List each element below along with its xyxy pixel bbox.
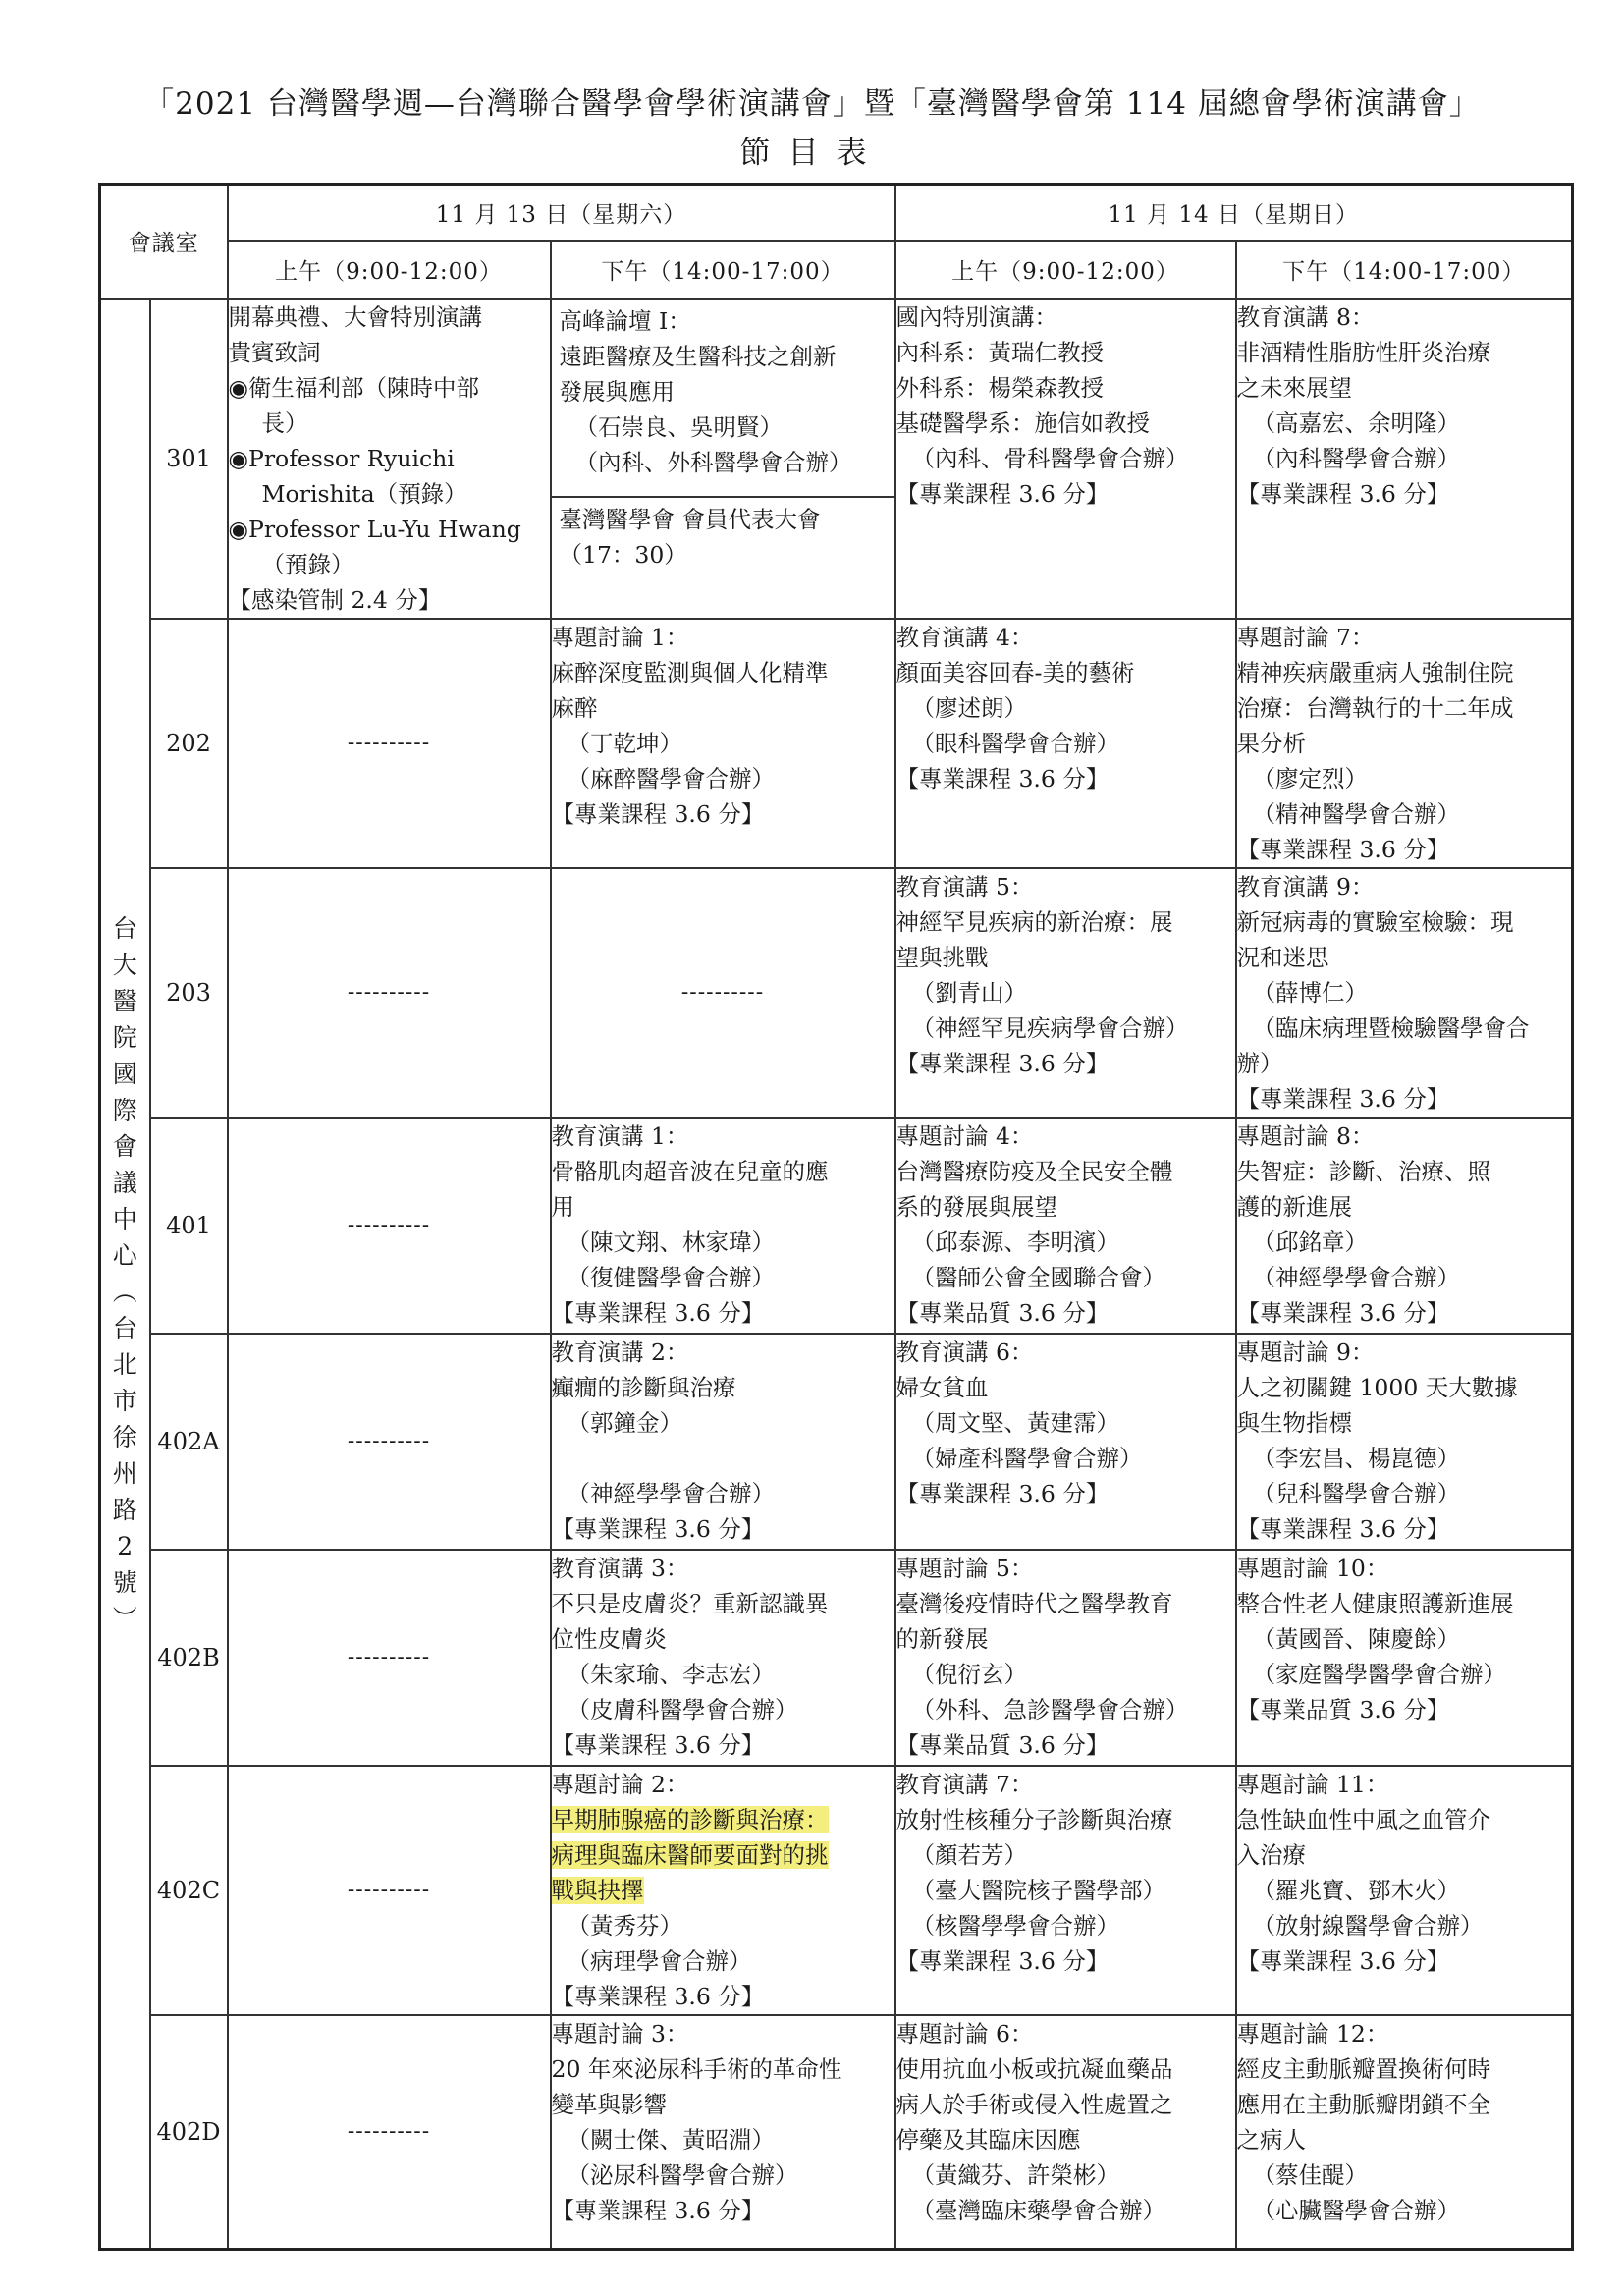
session-block [552, 300, 894, 496]
session-line: 專題討論 8： [1236, 1121, 1375, 1150]
session-cell [895, 1550, 1236, 1766]
venue-char: 會 [112, 1131, 137, 1161]
session-line: （高嘉宏、余明隆） [1252, 409, 1460, 437]
session-line: 教育演講 8： [1236, 302, 1375, 331]
session-line: 外科系：楊榮森教授 [895, 373, 1104, 402]
session-line: 【專業課程 3.6 分】 [551, 1298, 765, 1327]
session-line: （廖述朗） [911, 693, 1027, 722]
session-line: 新冠病毒的實驗室檢驗：現 [1236, 907, 1514, 936]
session-line: （內科、外科醫學會合辦） [574, 448, 852, 476]
session-line: （李宏昌、楊崑德） [1252, 1444, 1460, 1472]
venue-char: ︵ [112, 1277, 137, 1306]
session-cell [1236, 299, 1573, 619]
session-line [552, 1837, 894, 1873]
session-line: 專題討論 7： [1236, 623, 1375, 651]
session-cell [895, 868, 1236, 1118]
session-line: （黃秀芬） [567, 1911, 682, 1940]
session-line: 【專業課程 3.6 分】 [551, 1982, 765, 2010]
session-line: 辦） [1236, 1049, 1283, 1077]
venue-char: 議 [112, 1168, 137, 1197]
session-line: 教育演講 5： [895, 872, 1034, 901]
session-line: （臺灣臨床藥學會合辦） [911, 2196, 1165, 2224]
day2-pm-header: 下午（14:00-17:00） [1236, 241, 1573, 299]
day1-am-header: 上午（9:00-12:00） [228, 241, 551, 299]
highlighted-text: 早期肺腺癌的診斷與治療： [551, 1805, 829, 1833]
venue-char: 市 [112, 1386, 137, 1415]
session-line: 教育演講 2： [551, 1338, 689, 1366]
session-line: 的新發展 [895, 1624, 989, 1653]
venue-char: 徐 [112, 1422, 137, 1451]
session-line: 教育演講 4： [895, 623, 1034, 651]
venue-char: 台 [112, 913, 137, 943]
session-line: 癲癇的診斷與治療 [551, 1373, 736, 1401]
session-line: 【專業課程 3.6 分】 [551, 799, 765, 828]
session-line: （眼科醫學會合辦） [911, 729, 1119, 757]
session-line: 專題討論 6： [895, 2019, 1034, 2048]
session-line: （醫師公會全國聯合會） [911, 1263, 1165, 1291]
session-line: （預錄） [261, 550, 354, 578]
session-line: 【感染管制 2.4 分】 [228, 585, 442, 614]
session-cell [895, 1766, 1236, 2015]
session-line: 位性皮膚炎 [551, 1624, 667, 1653]
session-line: 停藥及其臨床因應 [895, 2125, 1081, 2154]
venue-char: 醫 [112, 986, 137, 1015]
session-line: （闕士傑、黃昭淵） [567, 2125, 775, 2154]
session-line: 專題討論 9： [1236, 1338, 1375, 1366]
session-line: （核醫學學會合辦） [911, 1911, 1119, 1940]
session-line: （黃織芬、許榮彬） [911, 2160, 1119, 2189]
session-block [552, 496, 894, 576]
empty-slot: ---------- [228, 1334, 551, 1550]
session-line: （皮膚科醫學會合辦） [567, 1695, 798, 1723]
session-line: 治療：台灣執行的十二年成 [1236, 693, 1514, 722]
session-line: 果分析 [1236, 729, 1306, 757]
empty-slot: ---------- [228, 2015, 551, 2250]
session-line: 高峰論壇 I： [559, 306, 691, 335]
session-line: 專題討論 1： [551, 623, 689, 651]
session-line: （神經學學會合辦） [567, 1479, 775, 1507]
room-number: 402B [150, 1550, 228, 1766]
session-cell [1236, 1766, 1573, 2015]
room-number: 301 [150, 299, 228, 619]
room-number: 401 [150, 1118, 228, 1334]
session-line: 與生物指標 [1236, 1408, 1352, 1437]
session-line: 入治療 [1236, 1840, 1306, 1869]
session-line: 【專業品質 3.6 分】 [895, 1730, 1110, 1759]
session-line: 專題討論 3： [551, 2019, 689, 2048]
session-line: （心臟醫學會合辦） [1252, 2196, 1460, 2224]
session-cell [551, 1334, 895, 1550]
session-cell [1236, 1118, 1573, 1334]
session-line: 專題討論 5： [895, 1554, 1034, 1582]
session-line: 【專業課程 3.6 分】 [551, 1730, 765, 1759]
room-number: 402A [150, 1334, 228, 1550]
day1-header: 11 月 13 日（星期六） [228, 185, 895, 241]
schedule-table [98, 183, 1574, 2251]
blank-line [552, 1441, 894, 1476]
session-line: 教育演講 3： [551, 1554, 689, 1582]
session-line: （羅兆寶、鄧木火） [1252, 1876, 1460, 1904]
session-line: 【專業課程 3.6 分】 [551, 2196, 765, 2224]
session-line: （神經罕見疾病學會合辦） [911, 1013, 1189, 1042]
session-cell [1236, 868, 1573, 1118]
empty-slot: ---------- [228, 868, 551, 1118]
session-line: （劉青山） [911, 978, 1027, 1007]
day2-header: 11 月 14 日（星期日） [895, 185, 1573, 241]
session-line [552, 1873, 894, 1908]
session-cell [551, 619, 895, 868]
session-cell [551, 2015, 895, 2250]
session-line: 【專業課程 3.6 分】 [1236, 1084, 1450, 1113]
room-number: 203 [150, 868, 228, 1118]
session-line: 遠距醫療及生醫科技之創新 [559, 342, 837, 370]
session-line: （倪衍玄） [911, 1660, 1027, 1688]
venue-char: 台 [112, 1313, 137, 1342]
session-line: （麻醉醫學會合辦） [567, 764, 775, 793]
session-line: 系的發展與展望 [895, 1192, 1057, 1221]
session-line: （泌尿科醫學會合辦） [567, 2160, 798, 2189]
session-line: （郭鐘金） [567, 1408, 682, 1437]
venue-char: 心 [112, 1240, 137, 1270]
empty-slot: ---------- [551, 868, 895, 1118]
session-line: 專題討論 4： [895, 1121, 1034, 1150]
session-line: （顏若芳） [911, 1840, 1027, 1869]
session-cell [895, 619, 1236, 868]
session-cell [1236, 1550, 1573, 1766]
session-line: （周文堅、黃建霈） [911, 1408, 1119, 1437]
session-line: ◉衛生福利部（陳時中部 [228, 373, 480, 402]
session-line: 麻醉 [551, 693, 598, 722]
venue-label [100, 299, 150, 2250]
session-line: 【專業品質 3.6 分】 [1236, 1695, 1450, 1723]
session-line: （外科、急診醫學會合辦） [911, 1695, 1189, 1723]
session-cell [551, 299, 895, 619]
session-cell [551, 1550, 895, 1766]
venue-char: 路 [112, 1495, 137, 1524]
session-line: 貴賓致詞 [228, 338, 321, 366]
session-line: 【專業課程 3.6 分】 [895, 1946, 1110, 1975]
session-line: 骨骼肌肉超音波在兒童的應 [551, 1157, 829, 1185]
session-line: 【專業品質 3.6 分】 [895, 1298, 1110, 1327]
session-line: （臺大醫院核子醫學部） [911, 1876, 1165, 1904]
session-line: 放射性核種分子診斷與治療 [895, 1805, 1173, 1833]
session-line: 專題討論 11： [1236, 1770, 1389, 1798]
session-line: （石崇良、吳明賢） [574, 412, 783, 441]
session-line: 【專業課程 3.6 分】 [1236, 835, 1450, 863]
room-number: 202 [150, 619, 228, 868]
venue-char: 中 [112, 1204, 137, 1233]
session-line: （朱家瑜、李志宏） [567, 1660, 775, 1688]
session-line: 急性缺血性中風之血管介 [1236, 1805, 1490, 1833]
session-line: 使用抗血小板或抗凝血藥品 [895, 2054, 1173, 2083]
session-line: （薛博仁） [1252, 978, 1368, 1007]
session-line: 教育演講 9： [1236, 872, 1375, 901]
session-line: （內科醫學會合辦） [1252, 444, 1460, 472]
session-line: 人之初關鍵 1000 天大數據 [1236, 1373, 1518, 1401]
session-line: 臺灣醫學會 會員代表大會 [559, 505, 821, 533]
session-line: 【專業課程 3.6 分】 [1236, 1514, 1450, 1543]
day2-am-header: 上午（9:00-12:00） [895, 241, 1236, 299]
session-line: （蔡佳醍） [1252, 2160, 1368, 2189]
session-line: 之未來展望 [1236, 373, 1352, 402]
page-subtitle: 節目表 [739, 136, 885, 171]
session-line: 國內特別演講： [895, 302, 1057, 331]
venue-char: ︶ [112, 1604, 137, 1633]
session-line: （病理學會合辦） [567, 1946, 752, 1975]
session-line: 教育演講 7： [895, 1770, 1034, 1798]
session-cell [895, 2015, 1236, 2250]
session-line: 開幕典禮、大會特別演講 [228, 302, 482, 331]
venue-char: 國 [112, 1059, 137, 1088]
session-line: 專題討論 12： [1236, 2019, 1389, 2048]
session-line: 護的新進展 [1236, 1192, 1352, 1221]
session-cell [551, 1766, 895, 2015]
session-line: 應用在主動脈瓣閉鎖不全 [1236, 2090, 1490, 2118]
venue-char: 號 [112, 1567, 137, 1597]
session-line: （精神醫學會合辦） [1252, 799, 1460, 828]
session-line [552, 1802, 894, 1837]
session-line: 發展與應用 [559, 377, 675, 406]
session-line: 非酒精性脂肪性肝炎治療 [1236, 338, 1490, 366]
session-line: （丁乾坤） [567, 729, 682, 757]
session-line: （復健醫學會合辦） [567, 1263, 775, 1291]
session-line: 經皮主動脈瓣置換術何時 [1236, 2054, 1490, 2083]
session-line: 20 年來泌尿科手術的革命性 [551, 2054, 842, 2083]
session-line: 失智症：診斷、治療、照 [1236, 1157, 1490, 1185]
session-line: 專題討論 10： [1236, 1554, 1389, 1582]
session-line: 【專業課程 3.6 分】 [895, 764, 1110, 793]
room-number: 402D [150, 2015, 228, 2250]
session-line: （家庭醫學醫學會合辦） [1252, 1660, 1506, 1688]
session-line: （兒科醫學會合辦） [1252, 1479, 1460, 1507]
empty-slot: ---------- [228, 1550, 551, 1766]
session-cell [895, 1118, 1236, 1334]
highlighted-text: 戰與抉擇 [551, 1876, 644, 1904]
session-line: 用 [551, 1192, 574, 1221]
session-line: 內科系：黃瑞仁教授 [895, 338, 1104, 366]
session-line: 婦女貧血 [895, 1373, 989, 1401]
session-line: （邱銘章） [1252, 1228, 1368, 1256]
session-cell [551, 1118, 895, 1334]
empty-slot: ---------- [228, 1118, 551, 1334]
session-line: （陳文翔、林家瑋） [567, 1228, 775, 1256]
session-line: 不只是皮膚炎？重新認識異 [551, 1589, 829, 1617]
session-line: 況和迷思 [1236, 943, 1329, 971]
room-number: 402C [150, 1766, 228, 2015]
session-line: 【專業課程 3.6 分】 [895, 479, 1110, 508]
session-line: （邱泰源、李明濱） [911, 1228, 1119, 1256]
venue-char: 北 [112, 1349, 137, 1379]
session-line: （放射線醫學會合辦） [1252, 1911, 1484, 1940]
session-cell [895, 299, 1236, 619]
session-line: 教育演講 1： [551, 1121, 689, 1150]
session-line: 望與挑戰 [895, 943, 989, 971]
session-cell [228, 299, 551, 619]
session-line: 教育演講 6： [895, 1338, 1034, 1366]
session-line: ◉Professor Lu-Yu Hwang [228, 515, 521, 543]
session-line: 長） [261, 409, 308, 437]
day1-pm-header: 下午（14:00-17:00） [551, 241, 895, 299]
session-line: （內科、骨科醫學會合辦） [911, 444, 1189, 472]
venue-char: 2 [117, 1531, 134, 1560]
session-line: （臨床病理暨檢驗醫學會合 [1252, 1013, 1530, 1042]
session-cell [895, 1334, 1236, 1550]
page-title: 「2021 台灣醫學週—台灣聯合醫學會學術演講會」暨「臺灣醫學會第 114 屆總會學術演講會」 [143, 86, 1481, 122]
session-line: （17：30） [559, 540, 687, 569]
session-line: ◉Professor Ryuichi [228, 444, 455, 472]
session-line: 【專業課程 3.6 分】 [895, 1049, 1110, 1077]
venue-char: 際 [112, 1095, 137, 1124]
session-line: （黃國晉、陳慶餘） [1252, 1624, 1460, 1653]
session-line: 臺灣後疫情時代之醫學教育 [895, 1589, 1173, 1617]
session-line: 病人於手術或侵入性處置之 [895, 2090, 1173, 2118]
session-line: Morishita（預錄） [261, 479, 467, 508]
session-line: 基礎醫學系：施信如教授 [895, 409, 1150, 437]
session-line: 【專業課程 3.6 分】 [1236, 1298, 1450, 1327]
session-line: 【專業課程 3.6 分】 [1236, 479, 1450, 508]
session-line: （神經學學會合辦） [1252, 1263, 1460, 1291]
session-line: 【專業課程 3.6 分】 [551, 1514, 765, 1543]
session-line: （廖定烈） [1252, 764, 1368, 793]
session-line: 台灣醫療防疫及全民安全體 [895, 1157, 1173, 1185]
session-line: 整合性老人健康照護新進展 [1236, 1589, 1514, 1617]
session-cell [1236, 2015, 1573, 2250]
session-line: 神經罕見疾病的新治療：展 [895, 907, 1173, 936]
venue-char: 院 [112, 1022, 137, 1052]
empty-slot: ---------- [228, 1766, 551, 2015]
session-line: 顏面美容回春-美的藝術 [895, 658, 1135, 686]
room-header: 會議室 [100, 185, 228, 299]
session-cell [1236, 619, 1573, 868]
session-cell [1236, 1334, 1573, 1550]
venue-char: 州 [112, 1458, 137, 1488]
session-line: 精神疾病嚴重病人強制住院 [1236, 658, 1514, 686]
session-line: 【專業課程 3.6 分】 [1236, 1946, 1450, 1975]
venue-char: 大 [112, 950, 137, 979]
highlighted-text: 病理與臨床醫師要面對的挑 [551, 1840, 829, 1869]
session-line: （婦產科醫學會合辦） [911, 1444, 1143, 1472]
empty-slot: ---------- [228, 619, 551, 868]
session-line: 【專業課程 3.6 分】 [895, 1479, 1110, 1507]
session-line: 變革與影響 [551, 2090, 667, 2118]
session-line: 麻醉深度監測與個人化精準 [551, 658, 829, 686]
session-line: 之病人 [1236, 2125, 1306, 2154]
session-line: 專題討論 2： [551, 1770, 689, 1798]
